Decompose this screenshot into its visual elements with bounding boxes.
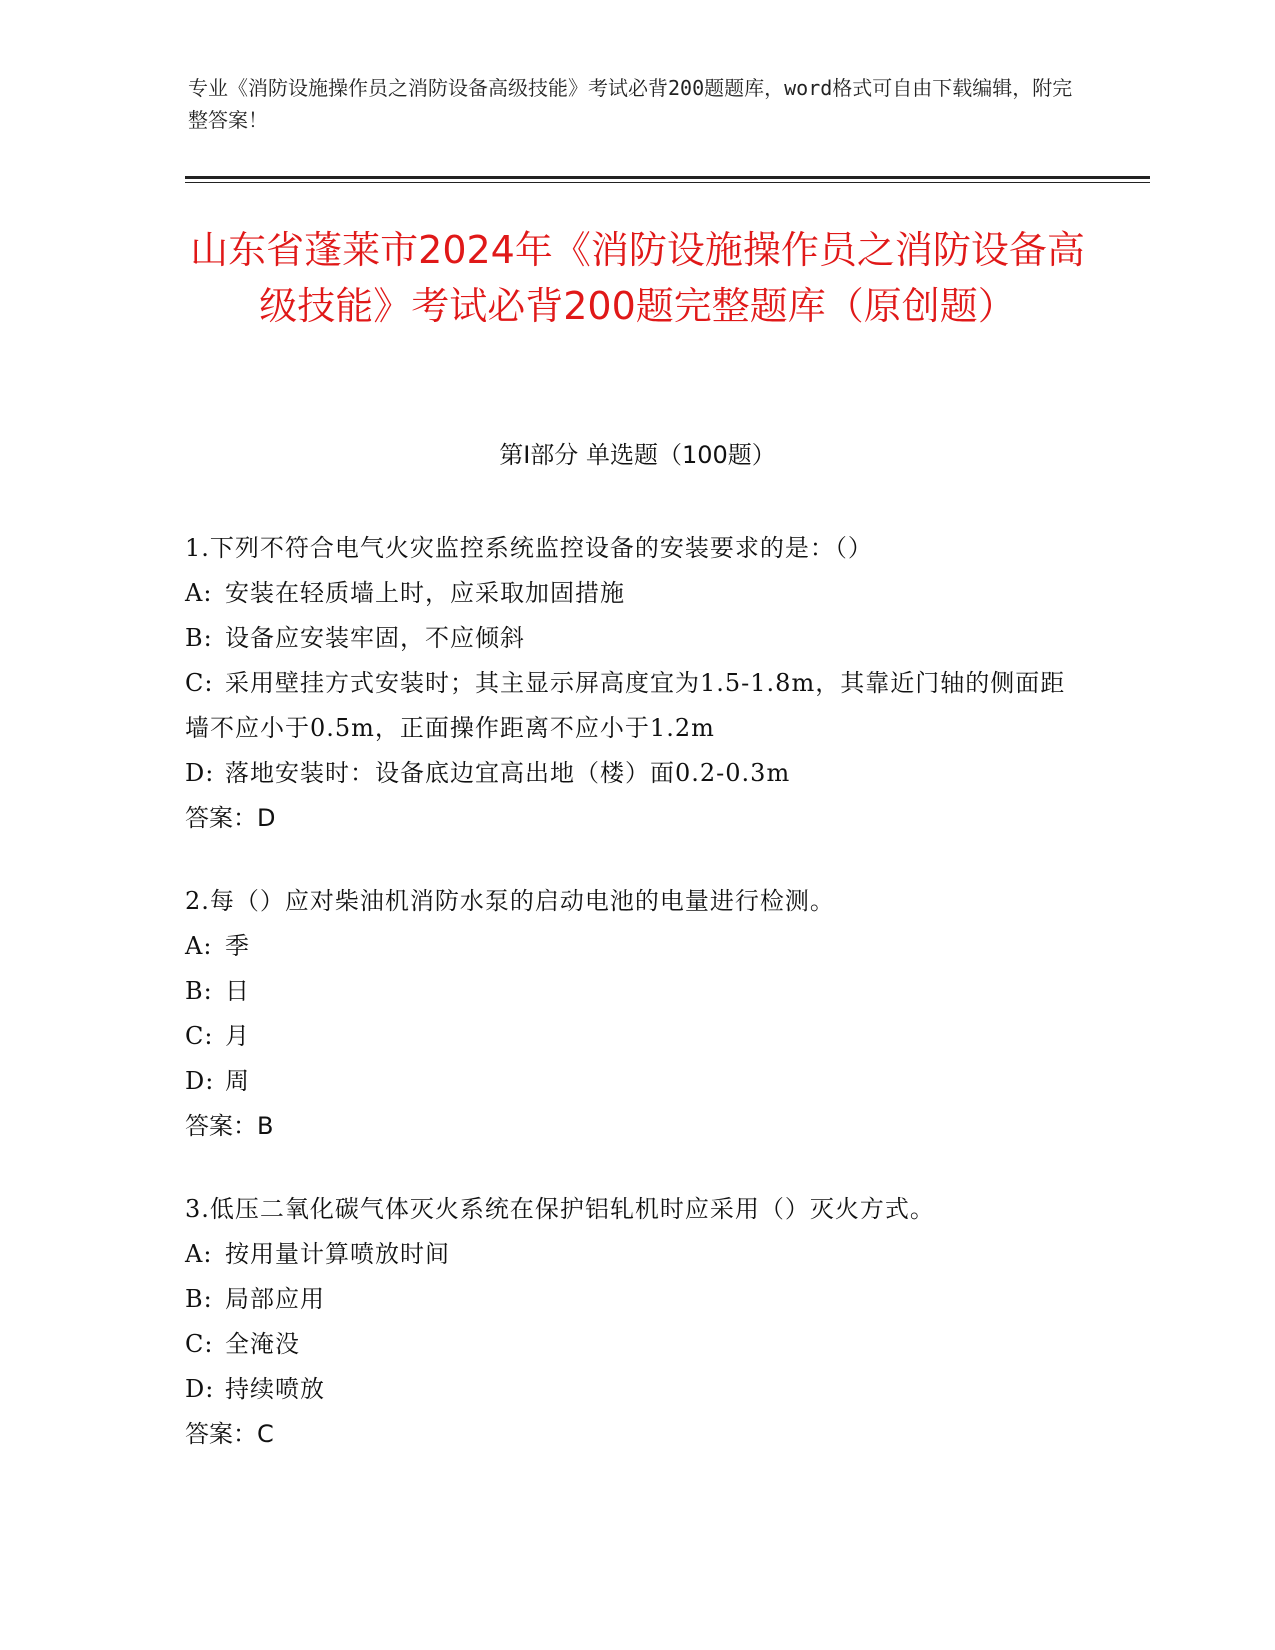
- option-a: [185, 924, 1085, 969]
- option-key: C:: [185, 1022, 214, 1050]
- option-a: [185, 571, 1085, 616]
- document-title: 山东省蓬莱市2024年《消防设施操作员之消防设备高级技能》考试必背200题完整题库（原创题）: [190, 228, 1085, 328]
- header-divider-thin: [185, 182, 1150, 183]
- option-text: 按用量计算喷放时间: [225, 1240, 450, 1268]
- answer-label: 答案：: [185, 1112, 257, 1140]
- option-text: 安装在轻质墙上时，应采取加固措施: [225, 579, 625, 607]
- option-text: 设备应安装牢固，不应倾斜: [225, 624, 525, 652]
- option-key: C:: [185, 669, 214, 697]
- option-a: [185, 1232, 1085, 1277]
- option-d: [185, 1059, 1085, 1104]
- answer-value: B: [257, 1112, 274, 1140]
- section-title: 第I部分 单选题（100题）: [499, 441, 776, 469]
- option-key: A:: [185, 1240, 213, 1268]
- option-text: 周: [225, 1067, 250, 1095]
- option-key: A:: [185, 932, 213, 960]
- header-divider-thick: [185, 176, 1150, 179]
- option-key: D:: [185, 1375, 215, 1403]
- answer-label: 答案：: [185, 1420, 257, 1448]
- question-3: [185, 1187, 1085, 1457]
- option-c: [185, 1014, 1085, 1059]
- option-d: [185, 1367, 1085, 1412]
- answer-value: D: [257, 804, 276, 832]
- option-key: B:: [185, 1285, 213, 1313]
- option-text: 日: [225, 977, 250, 1005]
- option-b: [185, 616, 1085, 661]
- option-key: D:: [185, 1067, 215, 1095]
- question-stem: 3.低压二氧化碳气体灭火系统在保护铝轧机时应采用（）灭火方式。: [185, 1195, 935, 1223]
- option-key: D:: [185, 759, 215, 787]
- question-2: [185, 879, 1085, 1149]
- option-text: 持续喷放: [225, 1375, 325, 1403]
- option-text: 落地安装时：设备底边宜高出地（楼）面0.2-0.3m: [225, 759, 791, 787]
- option-c: [185, 1322, 1085, 1367]
- option-b: [185, 969, 1085, 1014]
- answer-value: C: [257, 1420, 274, 1448]
- answer-line: [185, 796, 1085, 841]
- option-key: A:: [185, 579, 213, 607]
- question-stem: 2.每（）应对柴油机消防水泵的启动电池的电量进行检测。: [185, 887, 835, 915]
- option-c: [185, 661, 1085, 751]
- answer-line: [185, 1412, 1085, 1457]
- option-text: 全淹没: [225, 1330, 300, 1358]
- option-d: [185, 751, 1085, 796]
- option-text: 局部应用: [225, 1285, 325, 1313]
- option-text: 月: [225, 1022, 250, 1050]
- question-list: [185, 526, 1085, 1495]
- option-key: C:: [185, 1330, 214, 1358]
- option-text: 季: [225, 932, 250, 960]
- answer-label: 答案：: [185, 804, 257, 832]
- option-text: 采用壁挂方式安装时；其主显示屏高度宜为1.5-1.8m，其靠近门轴的侧面距墙不应小于0.5m，正面操作距离不应小于1.2m: [185, 669, 1066, 742]
- question-stem: 1.下列不符合电气火灾监控系统监控设备的安装要求的是：（）: [185, 534, 873, 562]
- option-b: [185, 1277, 1085, 1322]
- answer-line: [185, 1104, 1085, 1149]
- option-key: B:: [185, 977, 213, 1005]
- question-1: [185, 526, 1085, 841]
- option-key: B:: [185, 624, 213, 652]
- header-note: 专业《消防设施操作员之消防设备高级技能》考试必背200题题库，word格式可自由下载编辑，附完整答案！: [188, 76, 1073, 132]
